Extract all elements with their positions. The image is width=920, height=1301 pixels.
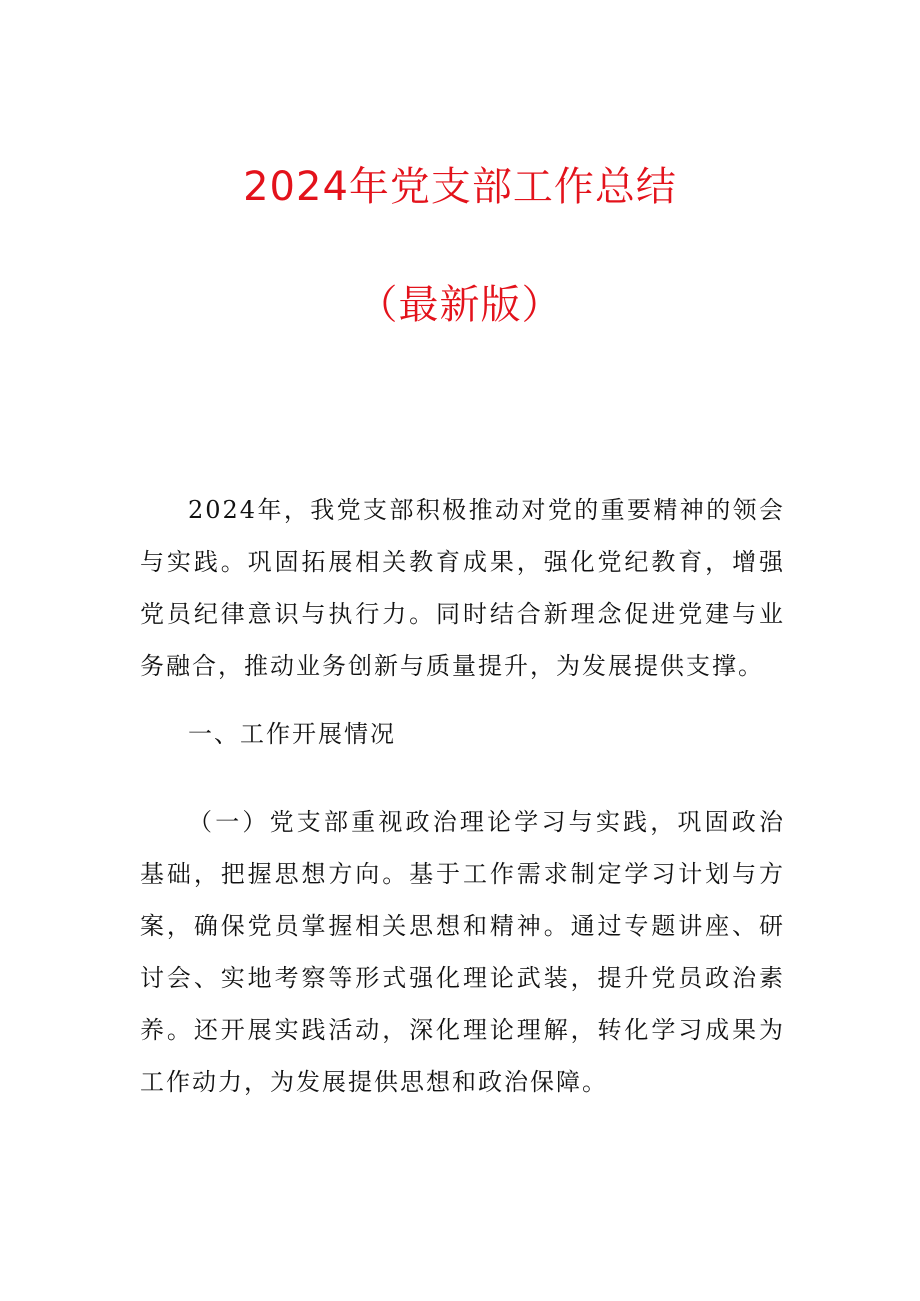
document-subtitle: （最新版） — [357, 282, 563, 328]
section-heading: 一、工作开展情况 — [188, 720, 396, 748]
subsection-paragraph: （一）党支部重视政治理论学习与实践，巩固政治基础，把握思想方向。基于工作需求制定学习计划与方案，确保党员掌握相关思想和精神。通过专题讲座、研讨会、实地考察等形式强化理论武装，提升党员政治素养。还开展实践活动，深化理论理解，转化学习成果为工作动力，为发展提供思想和政治保障。 — [140, 808, 785, 1096]
document-title: 2024年党支部工作总结 — [243, 164, 677, 210]
intro-paragraph: 2024年，我党支部积极推动对党的重要精神的领会与实践。巩固拓展相关教育成果，强化党纪教育，增强党员纪律意识与执行力。同时结合新理念促进党建与业务融合，推动业务创新与质量提升，为发展提供支撑。 — [140, 496, 785, 680]
